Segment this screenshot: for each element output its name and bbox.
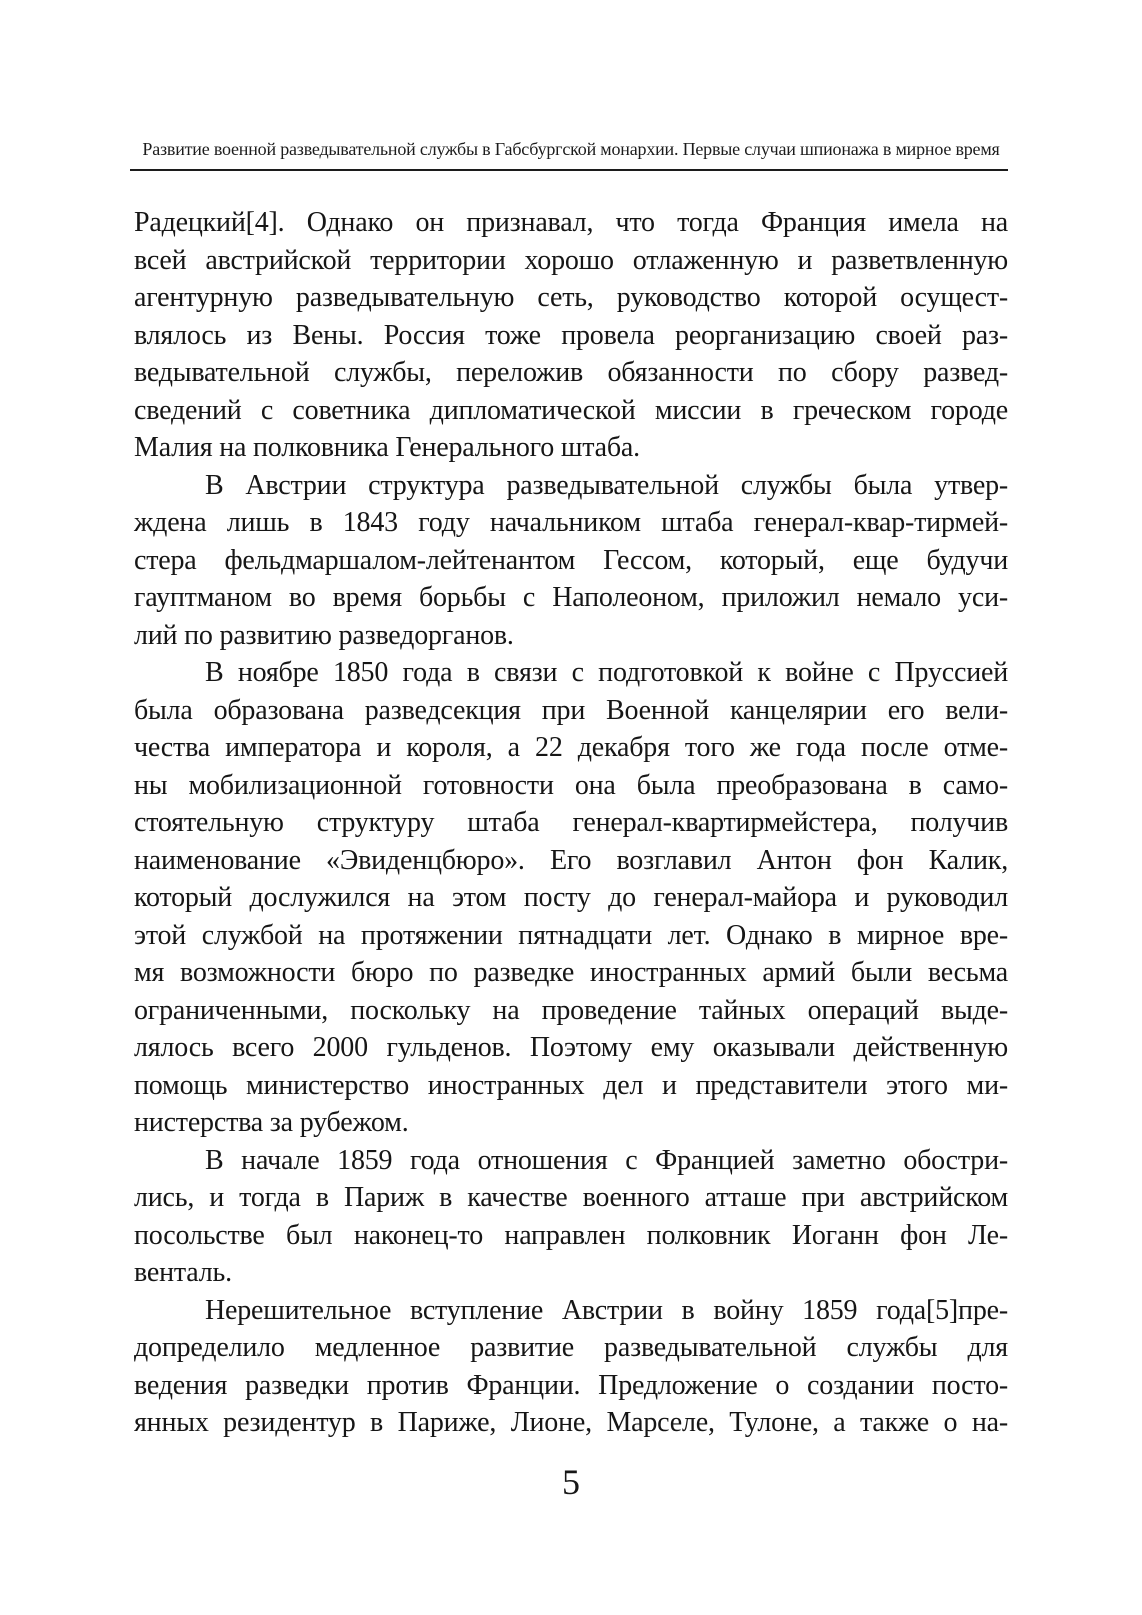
text-line: Радецкий[4]. Однако он признавал, что тогда Франция имела на	[134, 207, 1008, 238]
text-line: посольстве был наконец-то направлен полковник Иоганн фон Ле-	[134, 1219, 1008, 1251]
text-line: чества императора и короля, а 22 декабря того же года после отме-	[134, 732, 1008, 763]
page-body	[134, 204, 1008, 1442]
text-line: допределило медленное развитие разведывательной службы для	[134, 1332, 1008, 1363]
text-line: ждена лишь в 1843 году начальником штаба генерал-квар-тирмей-	[134, 507, 1008, 538]
text-line: этой службой на протяжении пятнадцати лет. Однако в мирное вре-	[134, 919, 1008, 951]
text-line: лялось всего 2000 гульденов. Поэтому ему оказывали действенную	[134, 1032, 1008, 1063]
text-line: ограниченными, поскольку на проведение тайных операций выде-	[134, 994, 1008, 1026]
text-line: Нерешительное вступление Австрии в войну 1859 года[5]пре-	[205, 1294, 1008, 1326]
text-line: всей австрийской территории хорошо отлаженную и разветвленную	[134, 244, 1008, 276]
text-line: В начале 1859 года отношения с Францией заметно обостри-	[205, 1144, 1008, 1176]
text-line: венталь.	[134, 1257, 232, 1288]
header-rule-divider	[130, 169, 1008, 171]
text-line: который дослужился на этом посту до генерал-майора и руководил	[134, 882, 1008, 913]
text-line: сведений с советника дипломатической миссии в греческом городе	[134, 394, 1008, 426]
text-line: Малия на полковника Генерального штаба.	[134, 432, 640, 463]
text-line: лий по развитию разведорганов.	[134, 619, 514, 651]
text-line: агентурную разведывательную сеть, руководство которой осущест-	[134, 282, 1008, 313]
text-line: мя возможности бюро по разведке иностранных армий были весьма	[134, 957, 1008, 988]
text-line: ведывательной службы, переложив обязанности по сбору развед-	[134, 357, 1008, 388]
page-number: 5	[562, 1462, 580, 1502]
text-line: гауптманом во время борьбы с Наполеоном, приложил немало уси-	[134, 582, 1008, 613]
running-header: Развитие военной разведывательной службы в Габсбургской монархии. Первые случаи шпионажа в мирное время	[142, 139, 1000, 159]
text-line: В ноябре 1850 года в связи с подготовкой к войне с Пруссией	[205, 657, 1008, 688]
text-line: нистерства за рубежом.	[134, 1107, 409, 1138]
text-line: стера фельдмаршалом-лейтенантом Гессом, который, еще будучи	[134, 544, 1008, 576]
text-line: наименование «Эвиденцбюро». Его возглавил Антон фон Калик,	[134, 844, 1008, 876]
text-line: была образована разведсекция при Военной канцелярии его вели-	[134, 694, 1008, 726]
text-line: стоятельную структуру штаба генерал-квартирмейстера, получив	[134, 807, 1008, 838]
text-line: ведения разведки против Франции. Предложение о создании посто-	[134, 1369, 1008, 1401]
text-line: лись, и тогда в Париж в качестве военного атташе при австрийском	[134, 1182, 1008, 1213]
text-line: помощь министерство иностранных дел и представители этого ми-	[134, 1069, 1008, 1101]
text-line: В Австрии структура разведывательной службы была утвер-	[205, 469, 1008, 501]
text-line: янных резидентур в Париже, Лионе, Марселе, Тулоне, а также о на-	[134, 1407, 1008, 1438]
text-line: ны мобилизационной готовности она была преобразована в само-	[134, 769, 1008, 801]
text-line: влялось из Вены. Россия тоже провела реорганизацию своей раз-	[134, 319, 1008, 351]
